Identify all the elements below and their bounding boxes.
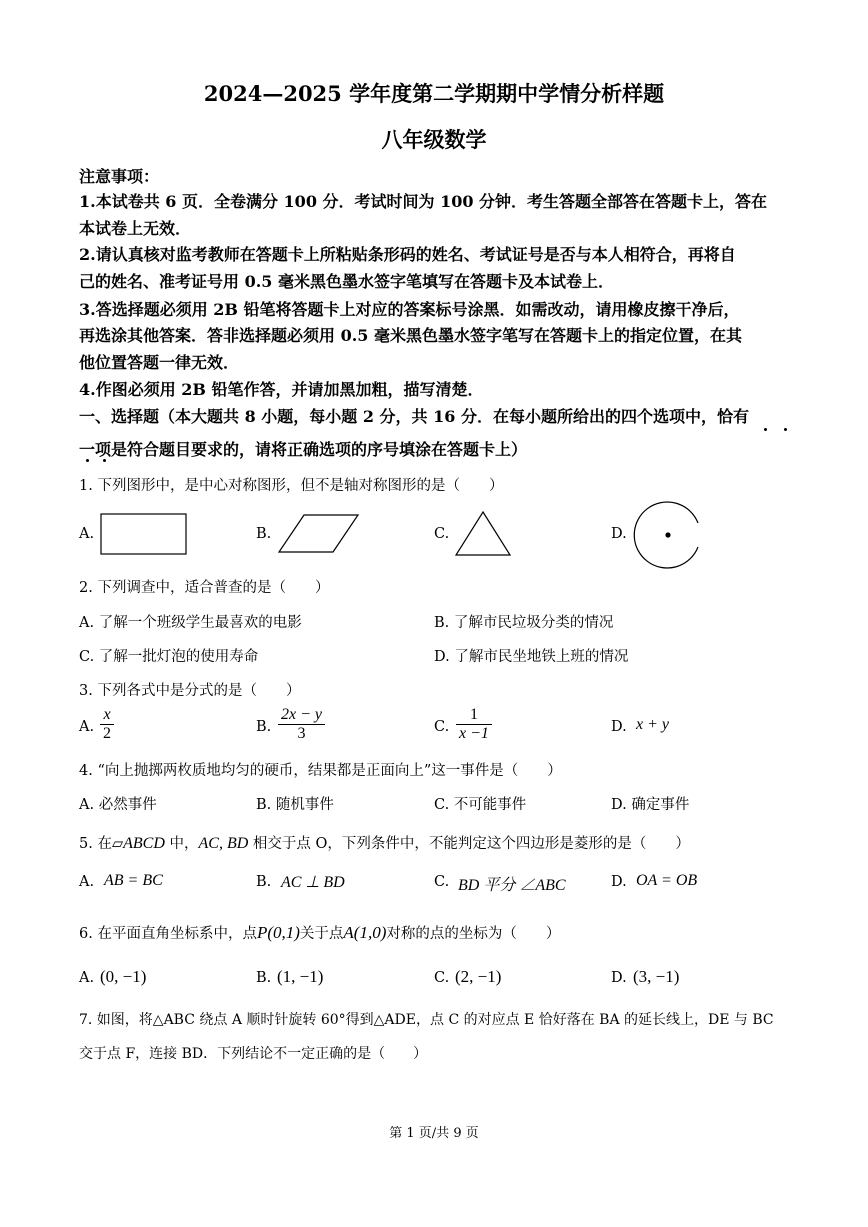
- q5-option-a-label: A.: [79, 874, 95, 890]
- notice-line-5: 3.答选择题必须用 2B 铅笔将答题卡上对应的答案标号涂黑．如需改动，请用橡皮擦干净后，: [79, 300, 740, 319]
- question-1-stem: 1. 下列图形中，是中心对称图形，但不是轴对称图形的是（ ）: [79, 478, 504, 494]
- q2-option-b: B. 了解市民垃圾分类的情况: [434, 615, 614, 631]
- question-7-line-2: 交于点 F，连接 BD．下列结论不一定正确的是（ ）: [79, 1046, 428, 1062]
- q6-option-c: (2, −1): [455, 967, 502, 986]
- fraction-denominator: 3: [297, 725, 306, 743]
- q5-option-b-label: B.: [256, 874, 272, 890]
- question-5-stem: [79, 832, 690, 853]
- q3-option-b-fraction: [278, 706, 325, 744]
- question-4-stem: 4. “向上抛掷两枚质地均匀的硬币，结果都是正面向上”这一事件是（ ）: [79, 763, 562, 779]
- q2-option-c: C. 了解一批灯泡的使用寿命: [79, 649, 259, 665]
- question-2-stem: 2. 下列调查中，适合普查的是（ ）: [79, 580, 330, 596]
- emphasis-dot: [86, 459, 89, 462]
- notice-line-7: 他位置答题一律无效．: [79, 353, 240, 372]
- q6-point-p: P(0,1): [256, 923, 300, 942]
- q5-quadrilateral-name: ABCD: [123, 835, 165, 852]
- q6-stem-mid: 关于点: [299, 926, 344, 942]
- q4-option-b: B. 随机事件: [256, 797, 334, 813]
- notice-heading: 注意事项：: [79, 167, 160, 186]
- fraction-numerator: 1: [469, 706, 478, 723]
- q1-option-b-label: B.: [256, 526, 272, 542]
- q3-option-d-label: D.: [611, 719, 627, 735]
- q6-option-d: (3, −1): [633, 967, 680, 986]
- question-3-stem: 3. 下列各式中是分式的是（ ）: [79, 683, 301, 699]
- q5-stem-suffix: 相交于点 O，下列条件中，不能判定这个四边形是菱形的是（ ）: [248, 836, 690, 852]
- q5-option-a: AB = BC: [104, 872, 163, 889]
- fraction-denominator: 2: [103, 725, 111, 743]
- open-circle-figure: [632, 500, 704, 570]
- rectangle-figure: [100, 513, 188, 555]
- q3-option-a-label: A.: [79, 719, 95, 735]
- q6-option-d-label: D.: [611, 970, 627, 986]
- question-7-line-1: 7. 如图，将△ABC 绕点 A 顺时针旋转 60°得到△ADE，点 C 的对应点 E 恰好落在 BA 的延长线上，DE 与 BC: [79, 1012, 774, 1028]
- q6-stem-suffix: 对称的点的坐标为（ ）: [386, 926, 561, 942]
- q4-option-d: D. 确定事件: [611, 797, 690, 813]
- q5-option-c: BD 平分 ∠ABC: [458, 877, 566, 894]
- notice-line-4: 己的姓名、准考证号用 0.5 毫米黑色墨水签字笔填写在答题卡及本试卷上．: [79, 272, 614, 291]
- exam-title: 2024—2025 学年度第二学期期中学情分析样题: [203, 81, 665, 106]
- q4-option-a: A. 必然事件: [79, 797, 157, 813]
- notice-line-2: 本试卷上无效．: [79, 219, 192, 238]
- notice-line-1: 1.本试卷共 6 页．全卷满分 100 分．考试时间为 100 分钟．考生答题全部答在答题卡上，答在: [79, 192, 768, 211]
- section-heading-line-1: 一、选择题（本大题共 8 小题，每小题 2 分，共 16 分．在每小题所给出的四个选项中，恰有: [79, 407, 749, 426]
- q5-diagonals: AC, BD: [198, 835, 249, 852]
- fraction-denominator: x −1: [459, 725, 489, 743]
- q5-stem-prefix: 5. 在▱: [79, 836, 124, 852]
- q2-option-d: D. 了解市民坐地铁上班的情况: [434, 649, 629, 665]
- q4-option-c: C. 不可能事件: [434, 797, 527, 813]
- fraction-numerator: 2x − y: [281, 706, 322, 723]
- q2-option-a: A. 了解一个班级学生最喜欢的电影: [79, 615, 302, 631]
- exam-subtitle: 八年级数学: [381, 127, 487, 152]
- q6-stem-prefix: 6. 在平面直角坐标系中，点: [79, 926, 257, 942]
- q3-option-c-fraction: [456, 706, 492, 744]
- triangle-figure: [455, 511, 513, 557]
- q3-option-b-label: B.: [256, 719, 272, 735]
- q3-option-d-expression: x + y: [636, 716, 669, 733]
- q5-option-b: AC ⊥ BD: [281, 874, 345, 891]
- q1-option-a-label: A.: [79, 526, 95, 542]
- q6-point-a: A(1,0): [343, 923, 387, 942]
- q5-option-d: OA = OB: [636, 872, 698, 889]
- q3-option-a-fraction: [100, 706, 114, 744]
- notice-line-6: 再选涂其他答案．答非选择题必须用 0.5 毫米黑色墨水签字笔写在答题卡上的指定位置，在其: [79, 326, 742, 345]
- section-heading-line-2: 一项是符合题目要求的，请将正确选项的序号填涂在答题卡上）: [79, 440, 528, 459]
- q6-option-b: (1, −1): [277, 967, 324, 986]
- q5-option-d-label: D.: [611, 874, 627, 890]
- q1-option-c-label: C.: [434, 526, 450, 542]
- emphasis-dot: [784, 428, 787, 431]
- emphasis-dot: [103, 459, 106, 462]
- q6-option-c-label: C.: [434, 970, 450, 986]
- parallelogram-figure: [278, 514, 360, 554]
- q3-option-c-label: C.: [434, 719, 450, 735]
- q1-option-d-label: D.: [611, 526, 627, 542]
- page-footer: 第 1 页/共 9 页: [389, 1126, 479, 1141]
- q5-option-c-label: C.: [434, 874, 450, 890]
- question-6-stem: [79, 922, 560, 943]
- q6-option-a: (0, −1): [100, 967, 147, 986]
- notice-line-3: 2.请认真核对监考教师在答题卡上所粘贴条形码的姓名、考试证号是否与本人相符合，再将自: [79, 245, 736, 264]
- q6-option-b-label: B.: [256, 970, 272, 986]
- fraction-numerator: x: [103, 706, 111, 723]
- q6-option-a-label: A.: [79, 970, 95, 986]
- emphasis-dot: [764, 428, 767, 431]
- q5-stem-mid: 中，: [164, 836, 199, 852]
- notice-line-8: 4.作图必须用 2B 铅笔作答，并请加黑加粗，描写清楚．: [79, 380, 484, 399]
